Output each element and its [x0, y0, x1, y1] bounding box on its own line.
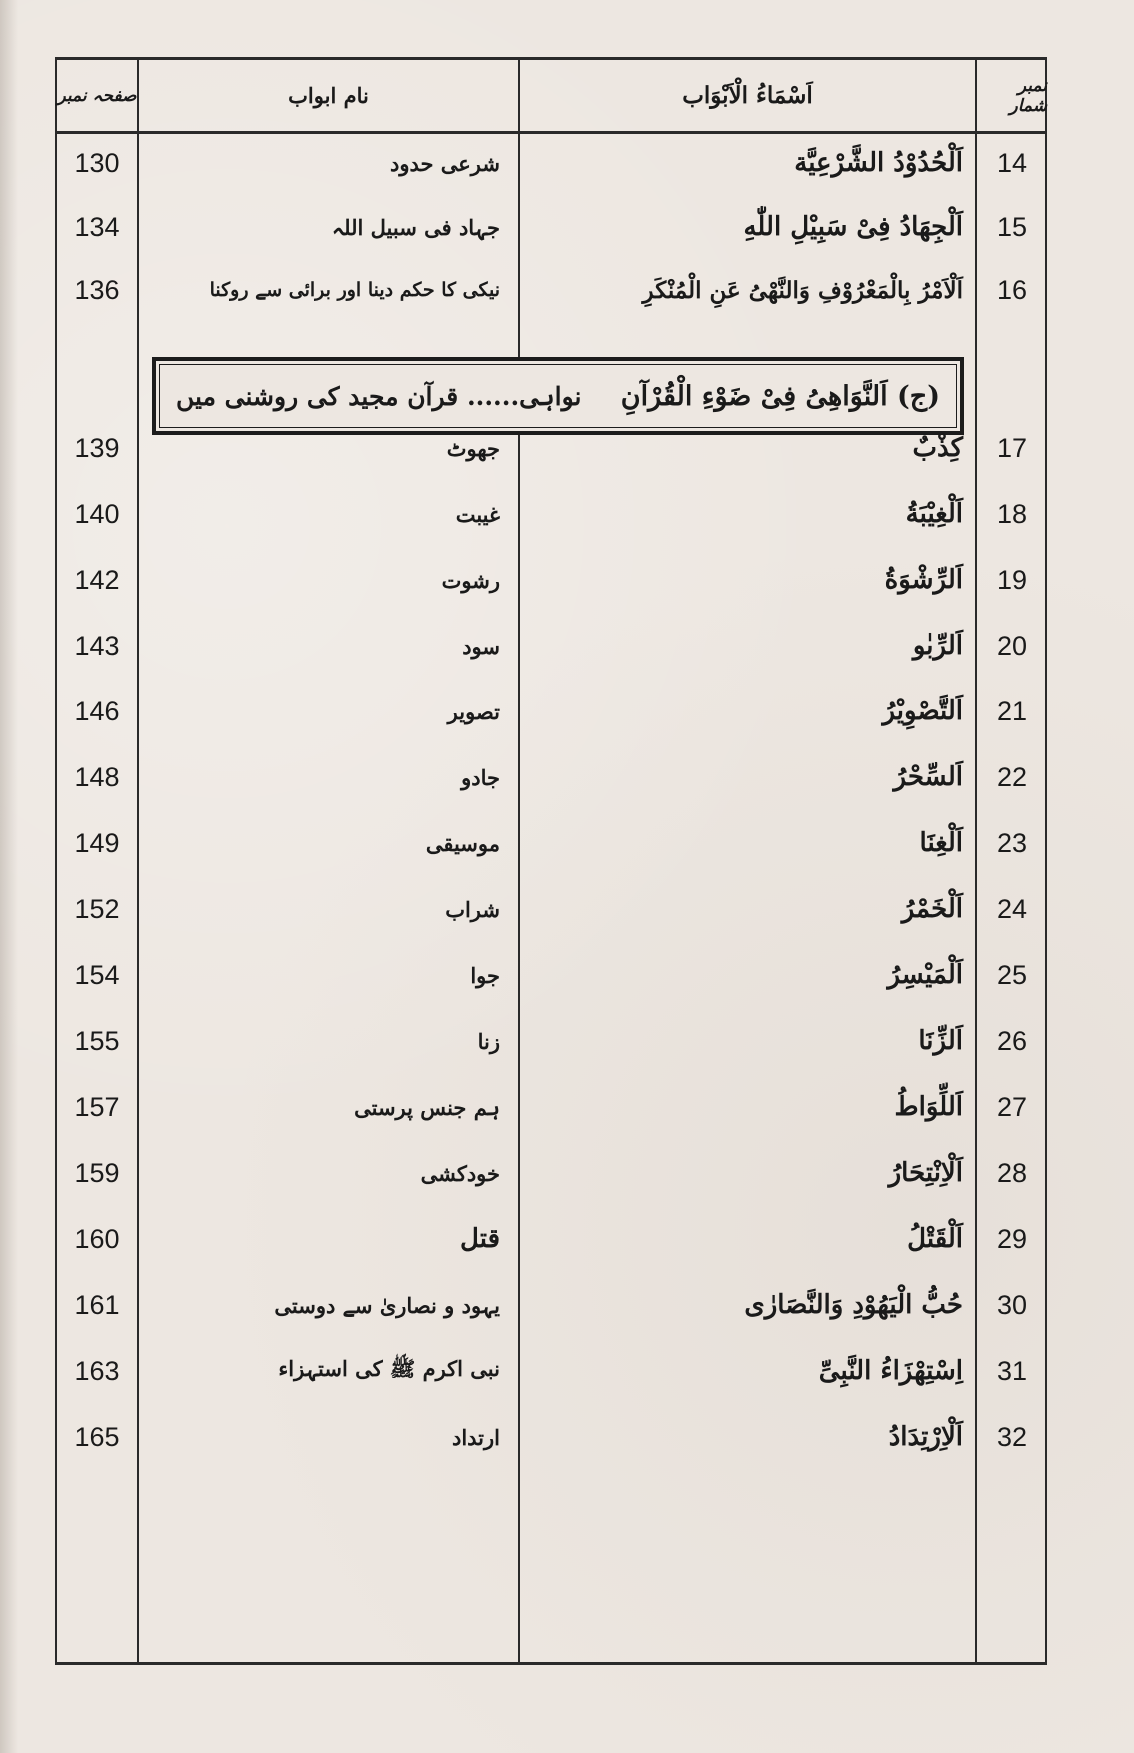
chapter-name-arabic: اَلْقَتْلُ	[907, 1224, 963, 1254]
chapter-name-arabic: کِذْبٌ	[912, 433, 963, 463]
table-row	[57, 879, 1045, 939]
page-number: 163	[74, 1355, 120, 1386]
table-row	[57, 616, 1045, 676]
header-serial-number: نمبر شمار	[1009, 75, 1047, 116]
chapter-name-arabic: اَلْخَمْرُ	[901, 894, 963, 924]
serial-number: 16	[996, 274, 1028, 305]
chapter-name-arabic: اَلسِّحْرُ	[893, 762, 963, 792]
page-number: 139	[74, 432, 120, 463]
chapter-name-urdu: موسیقی	[425, 830, 500, 856]
chapter-name-arabic: اَلْمَیْسِرُ	[887, 960, 963, 990]
table-row	[57, 1209, 1045, 1269]
serial-number: 27	[996, 1091, 1028, 1122]
serial-number: 31	[996, 1355, 1028, 1386]
serial-number: 26	[996, 1025, 1028, 1056]
table-row	[57, 813, 1045, 873]
serial-number: 25	[996, 959, 1028, 990]
chapter-name-urdu: خودکشی	[420, 1160, 500, 1186]
chapter-name-urdu: شرعی حدود	[389, 150, 500, 176]
table-row	[57, 197, 1045, 257]
chapter-name-arabic: اَلتَّصْوِیْرُ	[882, 696, 963, 726]
table-row	[57, 418, 1045, 478]
page-number: 154	[74, 959, 120, 990]
section-title-urdu: نواہی...... قرآن مجید کی روشنی میں	[176, 381, 582, 411]
chapter-name-urdu: یہود و نصاریٰ سے دوستی	[274, 1292, 500, 1318]
chapter-name-arabic: اَلرِّشْوَةُ	[884, 565, 963, 595]
chapter-name-urdu: نیکی کا حکم دینا اور برائی سے روکنا	[209, 279, 500, 301]
table-row	[57, 1407, 1045, 1467]
chapter-name-urdu: جہاد فی سبیل اللہ	[331, 214, 500, 240]
chapter-name-arabic: اَلْاِنْتِحَارُ	[888, 1158, 963, 1188]
table-row	[57, 747, 1045, 807]
chapter-name-arabic: اَلْحُدُوْدُ الشَّرْعِيَّة	[794, 148, 963, 178]
chapter-name-arabic: اَلْاِرْتِدَادُ	[888, 1422, 963, 1452]
serial-number: 19	[996, 564, 1028, 595]
serial-number: 15	[996, 211, 1028, 242]
chapter-name-urdu: جادو	[461, 764, 500, 790]
table-row	[57, 1275, 1045, 1335]
page-number: 148	[74, 761, 120, 792]
chapter-name-urdu: جوا	[470, 962, 500, 988]
chapter-name-arabic: اَلرِّبٰو	[912, 631, 963, 661]
chapter-name-arabic: اَلْاَمْرُ بِالْمَعْرُوْفِ وَالنَّهْیُ عَنِ الْمُنْکَرِ	[642, 276, 963, 304]
chapter-name-urdu: جھوٹ	[446, 435, 500, 461]
table-of-contents	[55, 57, 1047, 1665]
chapter-name-urdu: زنا	[477, 1028, 500, 1054]
table-row	[57, 1143, 1045, 1203]
table-row	[57, 945, 1045, 1005]
page-number: 143	[74, 630, 120, 661]
chapter-name-arabic: حُبُّ الْیَهُوْدِ وَالنَّصَارٰی	[744, 1290, 963, 1320]
page-number: 142	[74, 564, 120, 595]
page-number: 136	[74, 274, 120, 305]
header-chapter-name-arabic: اَسْمَاءُ الْاَبْوَاب	[682, 82, 813, 109]
serial-number: 14	[996, 147, 1028, 178]
table-row	[57, 681, 1045, 741]
table-row	[57, 260, 1045, 320]
page-number: 130	[74, 147, 120, 178]
serial-number: 18	[996, 498, 1028, 529]
chapter-name-arabic: اِسْتِهْزَاءُ النَّبِیِّ	[818, 1356, 963, 1386]
serial-number: 23	[996, 827, 1028, 858]
serial-number: 28	[996, 1157, 1028, 1188]
table-row	[57, 550, 1045, 610]
header-chapter-name-urdu: نام ابواب	[288, 83, 369, 108]
chapter-name-urdu: ارتداد	[451, 1424, 500, 1450]
chapter-name-arabic: اَلْغِیْبَةُ	[905, 499, 963, 529]
serial-number: 17	[996, 432, 1028, 463]
chapter-name-urdu: ہم جنس پرستی	[354, 1094, 500, 1120]
table-row	[57, 1077, 1045, 1137]
chapter-name-urdu: تصویر	[447, 698, 500, 724]
chapter-name-urdu: غیبت	[455, 501, 500, 527]
page-number: 152	[74, 893, 120, 924]
serial-number: 29	[996, 1223, 1028, 1254]
page-number: 160	[74, 1223, 120, 1254]
page-number: 140	[74, 498, 120, 529]
serial-number: 20	[996, 630, 1028, 661]
table-row	[57, 1011, 1045, 1071]
table-row	[57, 1341, 1045, 1401]
chapter-name-arabic: اَلْجِهَادُ فِیْ سَبِیْلِ اللّٰهِ	[743, 212, 963, 242]
serial-number: 22	[996, 761, 1028, 792]
chapter-name-urdu: شراب	[445, 896, 500, 922]
chapter-name-arabic: اَلزِّنَا	[918, 1026, 963, 1056]
page-number: 157	[74, 1091, 120, 1122]
header-page-number: صفحہ نمبر	[57, 86, 137, 106]
page-number: 134	[74, 211, 120, 242]
section-title-arabic: (ج) اَلنَّوَاهِیُ فِیْ ضَوْءِ الْقُرْآنِ	[620, 380, 940, 412]
page-number: 149	[74, 827, 120, 858]
page-number: 161	[74, 1289, 120, 1320]
table-row	[57, 484, 1045, 544]
serial-number: 32	[996, 1421, 1028, 1452]
serial-number: 24	[996, 893, 1028, 924]
table-row	[57, 133, 1045, 193]
page-number: 146	[74, 695, 120, 726]
chapter-name-urdu: قتل	[460, 1224, 500, 1254]
chapter-name-urdu: سود	[462, 633, 500, 659]
chapter-name-arabic: اَللِّوَاطُ	[894, 1092, 963, 1122]
page-number: 155	[74, 1025, 120, 1056]
chapter-name-urdu: رشوت	[441, 567, 500, 593]
page-number: 159	[74, 1157, 120, 1188]
serial-number: 30	[996, 1289, 1028, 1320]
chapter-name-arabic: اَلْغِنَا	[919, 828, 963, 858]
page-number: 165	[74, 1421, 120, 1452]
serial-number: 21	[996, 695, 1028, 726]
chapter-name-urdu: نبی اکرم ﷺ کی استہزاء	[278, 1355, 500, 1381]
page-binding-shadow	[0, 0, 18, 1753]
